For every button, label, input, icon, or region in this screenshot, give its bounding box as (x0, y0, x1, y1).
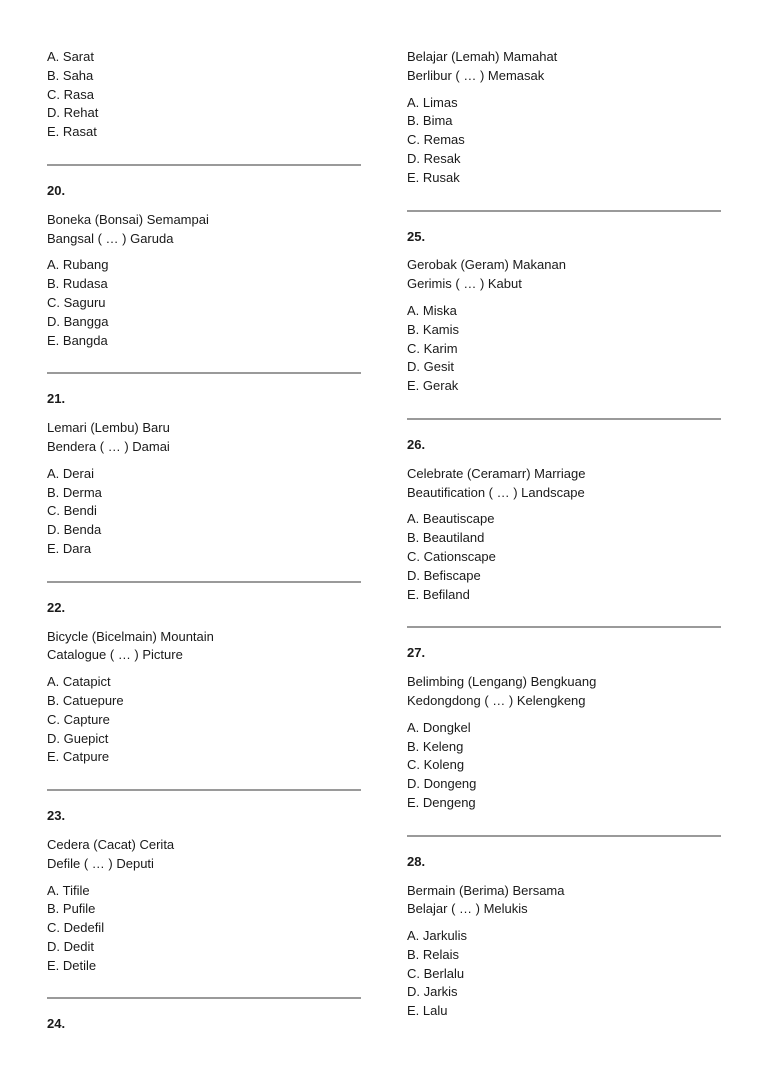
stem-line: Cedera (Cacat) Cerita (47, 836, 175, 852)
option: B. Relais (407, 946, 460, 962)
right-column (407, 48, 721, 1021)
question-number: 20. (47, 182, 66, 198)
divider (47, 997, 361, 999)
option: A. Dongkel (407, 719, 471, 735)
option: E. Rusak (407, 169, 460, 185)
question-stem (407, 673, 721, 711)
option: D. Dedit (47, 938, 94, 954)
divider (407, 835, 721, 837)
option: B. Catuepure (47, 692, 124, 708)
option: D. Benda (47, 522, 102, 538)
stem-line: Boneka (Bonsai) Semampai (47, 211, 209, 227)
left-column (47, 48, 361, 1044)
option: E. Gerak (407, 378, 459, 394)
option: C. Saguru (47, 294, 106, 310)
option: B. Kamis (407, 321, 460, 337)
question-number: 27. (407, 645, 426, 661)
option: D. Guepict (47, 730, 109, 746)
option: E. Befiland (407, 586, 470, 602)
option: E. Dengeng (407, 794, 476, 810)
option: A. Rubang (47, 257, 109, 273)
question-stem (407, 465, 721, 503)
option: C. Remas (407, 132, 465, 148)
option: E. Catpure (47, 749, 110, 765)
option: C. Rasa (47, 86, 94, 102)
option: C. Koleng (407, 757, 465, 773)
option: A. Derai (47, 465, 94, 481)
stem-line: Bendera ( … ) Damai (47, 438, 170, 454)
option: A. Miska (407, 302, 457, 318)
option: D. Befiscape (407, 567, 481, 583)
option: C. Cationscape (407, 548, 496, 564)
option: D. Bangga (47, 313, 109, 329)
divider (407, 626, 721, 628)
q19-options (47, 48, 361, 142)
stem-line: Beautification ( … ) Landscape (407, 484, 585, 500)
option: A. Catapict (47, 674, 111, 690)
stem-line: Bangsal ( … ) Garuda (47, 230, 174, 246)
q24-options (407, 94, 721, 188)
stem-line: Belimbing (Lengang) Bengkuang (407, 674, 597, 690)
option: B. Bima (407, 113, 453, 129)
question-stem (47, 419, 361, 457)
option: B. Rudasa (47, 276, 108, 292)
option: D. Rehat (47, 105, 99, 121)
divider (47, 164, 361, 166)
option: D. Jarkis (407, 984, 458, 1000)
question-options (47, 673, 361, 767)
question-options (47, 256, 361, 350)
stem-line: Bermain (Berima) Bersama (407, 882, 565, 898)
stem-line: Berlibur ( … ) Memasak (407, 67, 545, 83)
question-stem (407, 882, 721, 920)
stem-line: Belajar (Lemah) Mamahat (407, 49, 558, 64)
question-options (47, 465, 361, 559)
question-number: 24. (47, 1016, 66, 1032)
option: A. Limas (407, 94, 458, 110)
option: A. Beautiscape (407, 511, 495, 527)
option: C. Bendi (47, 503, 97, 519)
option: B. Pufile (47, 901, 96, 917)
question-options (407, 719, 721, 813)
option: E. Detile (47, 957, 97, 973)
option: C. Dedefil (47, 920, 105, 936)
option: B. Keleng (407, 738, 464, 754)
option: A. Jarkulis (407, 928, 467, 944)
option: D. Dongeng (407, 776, 477, 792)
stem-line: Gerimis ( … ) Kabut (407, 276, 522, 292)
question-number: 26. (407, 436, 426, 452)
option: C. Capture (47, 711, 110, 727)
stem-line: Bicycle (Bicelmain) Mountain (47, 628, 214, 644)
option: E. Lalu (407, 1003, 448, 1019)
option: E. Rasat (47, 124, 97, 140)
stem-line: Defile ( … ) Deputi (47, 855, 154, 871)
option: B. Derma (47, 484, 102, 500)
stem-line: Belajar ( … ) Melukis (407, 901, 528, 917)
stem-line: Catalogue ( … ) Picture (47, 647, 183, 663)
option: A. Sarat (47, 49, 94, 64)
question-stem (47, 628, 361, 666)
divider (407, 418, 721, 420)
question-number: 28. (407, 853, 426, 869)
question-options (407, 510, 721, 604)
question-stem (47, 211, 361, 249)
option: E. Bangda (47, 332, 108, 348)
question-stem (407, 48, 721, 86)
stem-line: Celebrate (Ceramarr) Marriage (407, 465, 586, 481)
option: E. Dara (47, 540, 92, 556)
question-options (407, 302, 721, 396)
option: B. Beautiland (407, 530, 485, 546)
stem-line: Lemari (Lembu) Baru (47, 420, 170, 436)
option: A. Tifile (47, 882, 90, 898)
question-stem (407, 256, 721, 294)
question-number: 25. (407, 228, 426, 244)
divider (47, 789, 361, 791)
divider (47, 581, 361, 583)
option: C. Berlalu (407, 965, 465, 981)
question-number: 23. (47, 808, 66, 824)
question-number: 21. (47, 391, 66, 407)
divider (407, 210, 721, 212)
question-number: 22. (47, 599, 66, 615)
option: B. Saha (47, 67, 94, 83)
question-options (47, 882, 361, 976)
stem-line: Kedongdong ( … ) Kelengkeng (407, 692, 586, 708)
question-stem (47, 836, 361, 874)
option: D. Gesit (407, 359, 454, 375)
option: D. Resak (407, 150, 461, 166)
option: C. Karim (407, 340, 458, 356)
stem-line: Gerobak (Geram) Makanan (407, 257, 566, 273)
divider (47, 372, 361, 374)
question-options (407, 927, 721, 1021)
